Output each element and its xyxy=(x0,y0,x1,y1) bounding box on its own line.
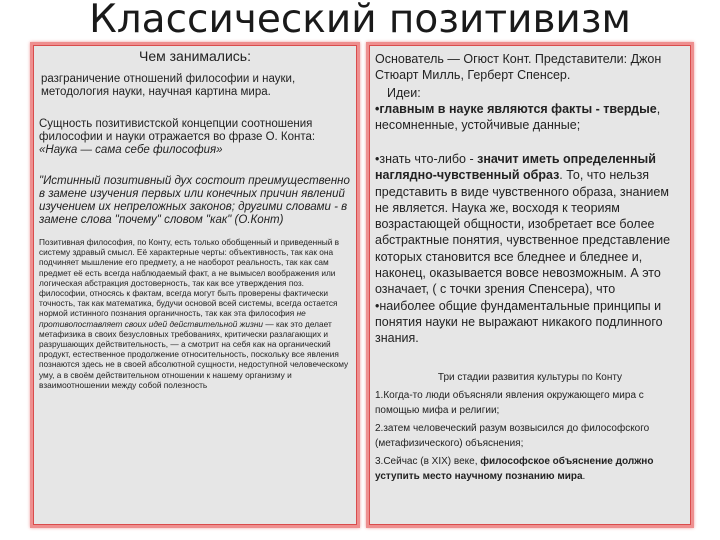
stage-2: 2.затем человеческий разум возвысился до философского (метафизического) объяснения; xyxy=(375,422,650,449)
features-text-b: — как это делает метафизика в своих безусловных требованиях, критически разлагающих и разрушающих действительность, — а смотрит на себя как на органический продукт, естественное продолжение относительность, поскольку все явления познаются здесь не в своей абсолютной сущности, недоступной человеческому уму, а в своём действительном отношении к нашему организму и взаимоотношении между собой полезность xyxy=(39,318,349,390)
stage-1: 1.Когда-то люди объясняли явления окружающего мира с помощью мифа и религии; xyxy=(375,389,644,416)
features-text-a: Позитивная философия, по Конту, есть только обобщенный и приведенный в систему здравый смысл. Её характерные черты: объективность, так как она подчиняет мышление его предмету, а не наоборот реальность, так как сам предмет её есть всегда наблюдаемый факт, а не вымысел воображения или логическая абстракция достоверность, так как все утверждения поз. философии, относясь к фактам, всегда могут быть проверены фактически точность, так как математика, будучи основой всей системы, всегда остается нормой истинного познания органичность, так как эта философия xyxy=(39,237,340,319)
idea-facts-rest: , несомненные, устойчивые данные; xyxy=(375,102,661,132)
stage-3-bold: философское объяснение должно уступить место научному познанию мира xyxy=(375,455,654,482)
idea-knowledge-pre: •знать что-либо - xyxy=(375,152,478,166)
essence-text: Сущность позитивистской концепции соотношения философии и науки отражается во фразе О. Конта: xyxy=(39,118,316,143)
idea-knowledge-bold: значит иметь определенный наглядно-чувственный образ xyxy=(375,152,656,183)
ideas-label: Идеи: xyxy=(387,86,421,100)
idea-knowledge xyxy=(375,151,685,298)
idea-facts-bold: •главным в науке являются факты - твердые xyxy=(375,102,657,116)
right-panel xyxy=(366,42,694,528)
slide-title: Классический позитивизм xyxy=(89,0,631,42)
features-paragraph xyxy=(39,237,351,390)
stage-3-post: . xyxy=(582,470,586,482)
stage-3 xyxy=(375,454,685,484)
comte-quote: «Наука — сама себе философия» xyxy=(39,144,223,156)
left-heading: Чем занимались: xyxy=(139,48,251,64)
idea-knowledge-post: . То, что нельзя представить в виде чувственного образа, знанием не является. Наука же, восходя к теориям возрастающей общности, изобретает все более абстрактные понятия, чувственное представление которых становится все бледнее и бледнее и, наконец, оказывается вовсе невозможным. А это означает, ( с точки зрения Спенсера), что xyxy=(375,168,671,297)
founder-paragraph: Основатель — Огюст Конт. Представители: Джон Стюарт Милль, Герберт Спенсер. xyxy=(375,52,662,82)
idea-principles: •наиболее общие фундаментальные принципы и понятия науки не выражают никакого подлинного знания. xyxy=(375,298,663,346)
stage-3-pre: 3.Сейчас (в XIX) веке, xyxy=(375,455,481,467)
features-italic: не противопоставляет своих идей действительной жизни xyxy=(39,308,306,329)
stages-title: Три стадии развития культуры по Конту xyxy=(437,371,623,383)
essence-paragraph xyxy=(39,118,351,157)
idea-facts xyxy=(375,101,685,133)
positive-spirit-quote: "Истинный позитивный дух состоит преимущественно в замене изучения первых или конечных причин явлений изучением их непреложных законов; другими словами - в замене слова "почему" словом "как" (О.Конт) xyxy=(39,175,350,226)
left-panel xyxy=(30,42,360,528)
topics-paragraph: разграничение отношений философии и науки, методология науки, научная картина мира. xyxy=(41,73,296,98)
